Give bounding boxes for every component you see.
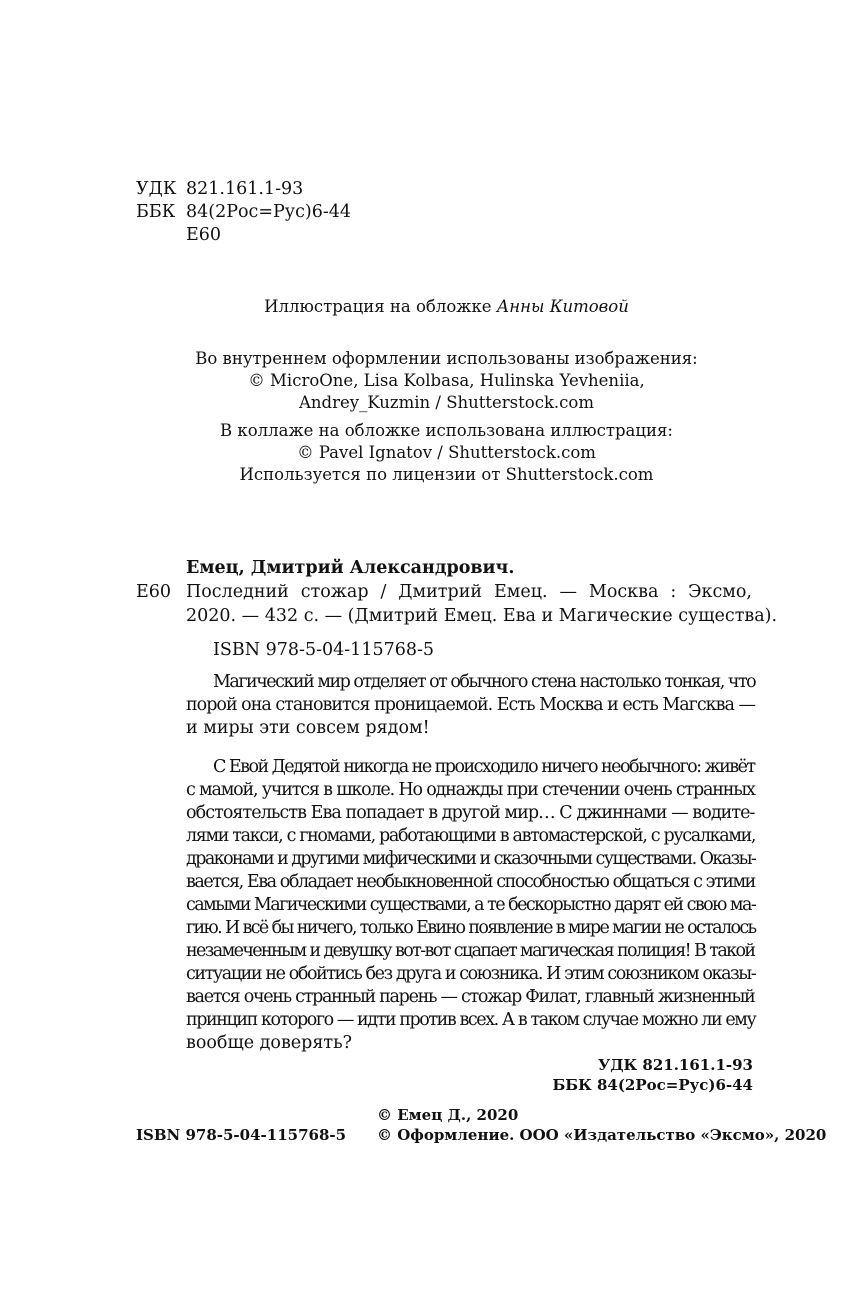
- collage-credit-line-2: © Pavel Ignatov / Shutterstock.com: [297, 443, 596, 462]
- footer-isbn: ISBN 978-5-04-115768-5: [136, 1126, 347, 1144]
- bbk-value: 84(2Рос=Рус)6-44: [186, 202, 352, 222]
- bibliography-author-mark: Е60: [136, 582, 172, 602]
- annotation-line: принцип которого — идти против всех. А в таком случае можно ли ему: [186, 1010, 756, 1030]
- entry-line-2: 2020. — 432 с. — (Дмитрий Емец. Ева и Магические существа).: [186, 606, 778, 626]
- annotation-line: вается очень странный парень — стожар Филат, главный жизненный: [186, 987, 755, 1007]
- annotation-line: обстоятельств Ева попадает в другой мир… С джиннами — водите-: [186, 803, 755, 823]
- copyright-author: © Емец Д., 2020: [377, 1106, 519, 1124]
- entry-line-1: Последний стожар / Дмитрий Емец. — Москва : Эксмо,: [186, 582, 752, 602]
- annotation-line: незамеченным и девушку вот-вот сцапает магическая полиция! В такой: [186, 941, 755, 961]
- author-heading: Емец, Дмитрий Александрович.: [186, 558, 515, 578]
- footer-bbk: ББК 84(2Рос=Рус)6-44: [552, 1076, 753, 1094]
- annotation-line: гию. И всё бы ничего, только Евино появление в мире магии не осталось: [186, 918, 756, 938]
- annotation-line: С Евой Дедятой никогда не происходило ничего необычного: живёт: [213, 757, 755, 777]
- footer-udk: УДК 821.161.1-93: [598, 1056, 753, 1074]
- author-mark: Е60: [186, 225, 222, 245]
- copyright-design: © Оформление. ООО «Издательство «Эксмо», 2020: [377, 1126, 827, 1144]
- annotation-line: самыми Магическими существами, а те бескорыстно дарят ей свою ма-: [186, 895, 756, 915]
- annotation-line: и миры эти совсем рядом!: [186, 718, 430, 738]
- collage-credit-line-1: В коллаже на обложке использована иллюстрация:: [220, 421, 673, 440]
- isbn-line: ISBN 978-5-04-115768-5: [213, 640, 435, 660]
- annotation-line: вается, Ева обладает необыкновенной способностью общаться с этими: [186, 872, 755, 892]
- annotation-line: драконами и другими мифическими и сказочными существами. Оказы-: [186, 849, 756, 869]
- interior-credit-line-3: Andrey_Kuzmin / Shutterstock.com: [298, 393, 595, 412]
- annotation-line: ситуации не обойтись без друга и союзника. И этим союзником оказы-: [186, 964, 756, 984]
- udk-value: 821.161.1-93: [186, 179, 304, 199]
- cover-illustrator-name: Анны Китовой: [496, 297, 629, 316]
- annotation-line: порой она становится проницаемой. Есть Москва и есть Магсква —: [186, 695, 755, 715]
- annotation-line: с мамой, учится в школе. Но однажды при стечении очень странных: [186, 780, 755, 800]
- udk-label: УДК: [136, 179, 177, 199]
- interior-credit-line-1: Во внутреннем оформлении использованы изображения:: [195, 349, 698, 368]
- cover-illustration-credit: [0, 296, 845, 318]
- annotation-line: вообще доверять?: [186, 1033, 353, 1053]
- license-line: Используется по лицензии от Shutterstock.com: [239, 465, 654, 484]
- bbk-label: ББК: [136, 202, 176, 222]
- annotation-line: Магический мир отделяет от обычного стена настолько тонкая, что: [213, 672, 756, 692]
- interior-credit-line-2: © MicroOne, Lisa Kolbasa, Hulinska Yevheniia,: [248, 371, 645, 390]
- cover-illustration-prefix: Иллюстрация на обложке: [264, 297, 497, 316]
- annotation-line: лями такси, с гномами, работающими в автомастерской, с русалками,: [186, 826, 756, 846]
